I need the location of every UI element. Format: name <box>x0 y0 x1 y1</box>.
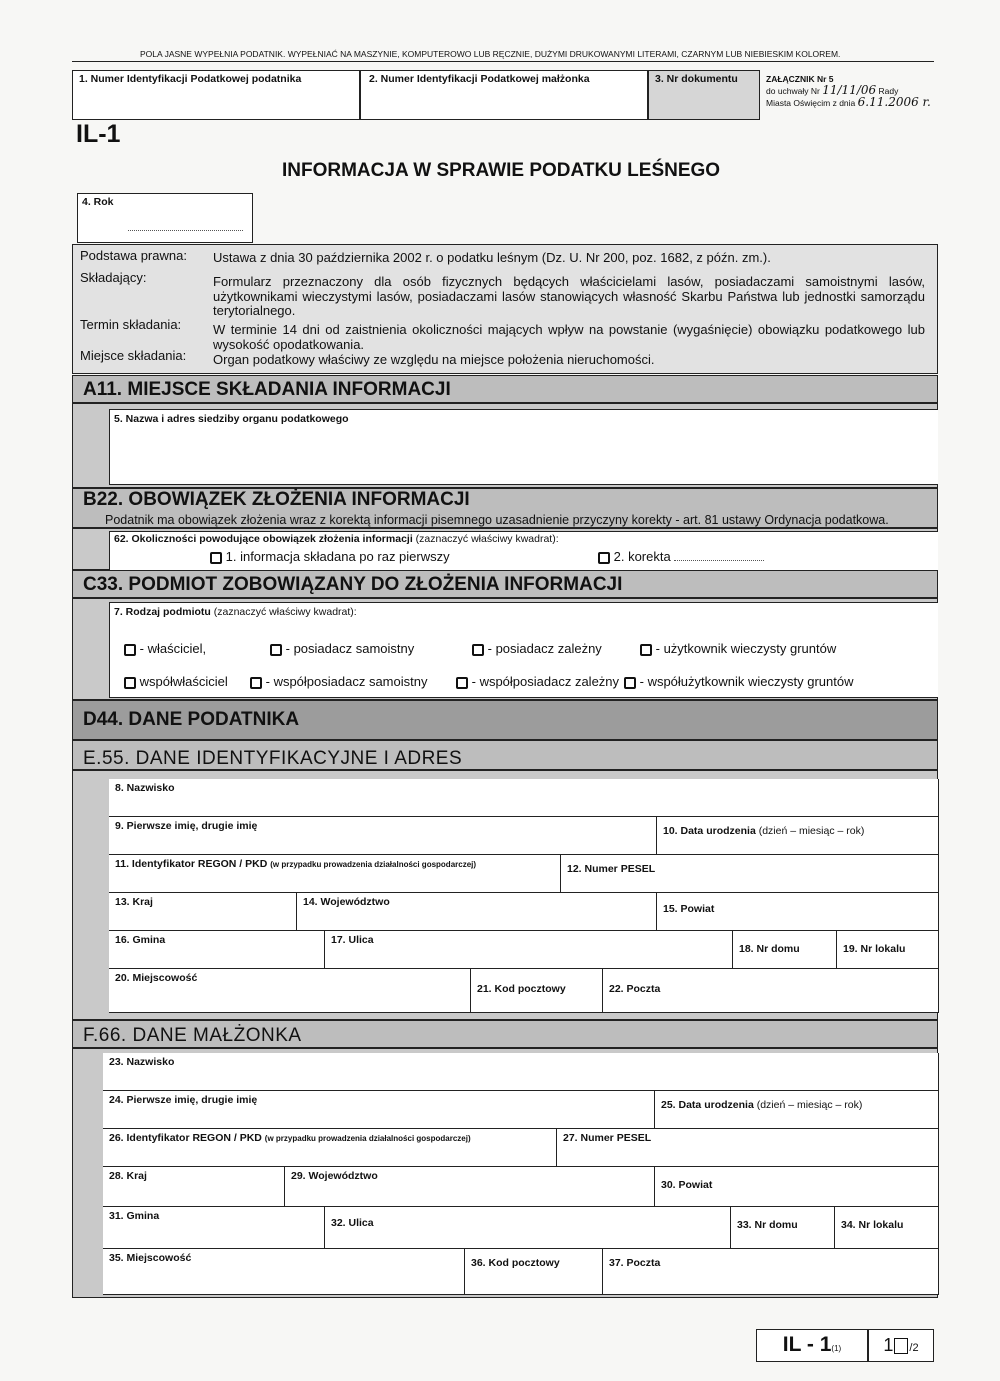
spouse-street-field[interactable]: 32. Ulica <box>325 1207 731 1249</box>
spouse-pesel-field[interactable]: 27. Numer PESEL <box>557 1129 939 1167</box>
voivodeship-field[interactable]: 14. Województwo <box>297 893 657 931</box>
spouse-county-field[interactable]: 30. Powiat <box>655 1167 939 1207</box>
page-title: INFORMACJA W SPRAWIE PODATKU LEŚNEGO <box>282 160 721 181</box>
spouse-first-name-field[interactable]: 24. Pierwsze imię, drugie imię <box>103 1091 655 1129</box>
section-f-body <box>72 1048 938 1298</box>
entity-co-owner[interactable]: współwłaściciel <box>124 674 228 689</box>
spouse-commune-field[interactable]: 31. Gmina <box>103 1207 325 1249</box>
nip-taxpayer-field[interactable]: 1. Numer Identyfikacji Podatkowej podatnika <box>72 70 360 120</box>
section-b-title: B22. OBOWIĄZEK ZŁOŻENIA INFORMACJI <box>83 489 470 510</box>
checkbox-icon[interactable] <box>124 677 136 689</box>
attachment-note: ZAŁĄCZNIK Nr 5 do uchwały Nr 11/11/06 Rady Miasta Oświęcim z dnia 6.11.2006 r. <box>766 74 931 109</box>
apartment-number-field[interactable]: 19. Nr lokalu <box>837 931 939 969</box>
checkbox-icon[interactable] <box>640 644 652 656</box>
form-code: IL-1 <box>76 120 121 148</box>
legal-basis-label: Podstawa prawna: <box>80 248 187 263</box>
spouse-birth-date-field[interactable]: 25. Data urodzenia (dzień – miesiąc – rok) <box>655 1091 939 1129</box>
locality-field[interactable]: 20. Miejscowość <box>109 969 471 1013</box>
footer-page-number: 1 /2 <box>868 1329 934 1362</box>
county-field[interactable]: 15. Powiat <box>657 893 939 931</box>
country-field[interactable]: 13. Kraj <box>109 893 297 931</box>
entity-type-field: 7. Rodzaj podmiotu (zaznaczyć właściwy kwadrat): - właściciel, - posiadacz samoistny - posiadacz zależny - użytkownik wieczysty gruntów współwłaściciel - współposiadacz samoistny - współposiadacz zależny - współużytkownik wieczysty gruntów <box>109 602 938 698</box>
year-dotted-line <box>128 230 243 231</box>
regon-field[interactable]: 11. Identyfikator REGON / PKD (w przypadku prowadzenia działalności gospodarczej) <box>109 855 561 893</box>
option-first-submission[interactable]: 1. informacja składana po raz pierwszy <box>210 549 450 564</box>
section-c-header: C33. PODMIOT ZOBOWIĄZANY DO ZŁOŻENIA INFORMACJI <box>72 570 938 598</box>
section-b-body <box>72 528 938 570</box>
place-text: Organ podatkowy właściwy ze względu na miejsce położenia nieruchomości. <box>213 352 655 367</box>
nip-spouse-field[interactable]: 2. Numer Identyfikacji Podatkowej małżonka <box>360 70 648 120</box>
entity-perpetual-co-user[interactable]: - współużytkownik wieczysty gruntów <box>624 674 853 689</box>
surname-field[interactable]: 8. Nazwisko <box>109 779 939 817</box>
deadline-text: W terminie 14 dni od zaistnienia okoliczności mających wpływ na powstanie (wygaśnięcie) obowiązku podatkowego lub wysokość opodatkowania. <box>213 322 925 352</box>
section-c-body <box>72 598 938 700</box>
option-correction[interactable]: 2. korekta <box>598 549 764 564</box>
section-b-header <box>72 488 938 528</box>
legal-info-box <box>72 244 938 374</box>
checkbox-icon[interactable] <box>472 644 484 656</box>
document-number-field: 3. Nr dokumentu <box>648 70 760 120</box>
section-a-header: A11. MIEJSCE SKŁADANIA INFORMACJI <box>72 375 938 403</box>
circumstances-field: 62. Okoliczności powodujące obowiązek złożenia informacji (zaznaczyć właściwy kwadrat): 1. informacja składana po raz pierwszy 2. korekta <box>109 531 938 571</box>
spouse-regon-field[interactable]: 26. Identyfikator REGON / PKD (w przypadku prowadzenia działalności gospodarczej) <box>103 1129 557 1167</box>
year-field[interactable]: 4. Rok <box>77 193 253 243</box>
spouse-house-number-field[interactable]: 33. Nr domu <box>731 1207 835 1249</box>
deadline-label: Termin składania: <box>80 317 182 332</box>
checkbox-icon[interactable] <box>250 677 262 689</box>
postal-code-field[interactable]: 21. Kod pocztowy <box>471 969 603 1013</box>
entity-possessor[interactable]: - posiadacz samoistny <box>270 641 414 656</box>
legal-basis-text: Ustawa z dnia 30 października 2002 r. o podatku leśnym (Dz. U. Nr 200, poz. 1682, z późn. zm.). <box>213 250 771 265</box>
spouse-post-office-field[interactable]: 37. Poczta <box>603 1249 939 1295</box>
birth-date-field[interactable]: 10. Data urodzenia (dzień – miesiąc – rok) <box>657 817 939 855</box>
entity-dependent-possessor[interactable]: - posiadacz zależny <box>472 641 602 656</box>
commune-field[interactable]: 16. Gmina <box>109 931 325 969</box>
submitter-label: Składający: <box>80 270 147 285</box>
entity-perpetual-user[interactable]: - użytkownik wieczysty gruntów <box>640 641 836 656</box>
spouse-apartment-number-field[interactable]: 34. Nr lokalu <box>835 1207 939 1249</box>
place-label: Miejsce składania: <box>80 348 187 363</box>
spouse-voivodeship-field[interactable]: 29. Województwo <box>285 1167 655 1207</box>
spouse-postal-code-field[interactable]: 36. Kod pocztowy <box>465 1249 603 1295</box>
pesel-field[interactable]: 12. Numer PESEL <box>561 855 939 893</box>
tax-office-field[interactable]: 5. Nazwa i adres siedziby organu podatkowego <box>109 409 938 485</box>
street-field[interactable]: 17. Ulica <box>325 931 733 969</box>
house-number-field[interactable]: 18. Nr domu <box>733 931 837 969</box>
spouse-country-field[interactable]: 28. Kraj <box>103 1167 285 1207</box>
entity-owner[interactable]: - właściciel, <box>124 641 206 656</box>
footer-form-code: IL - 1(1) <box>756 1329 868 1362</box>
section-b-note: Podatnik ma obowiązek złożenia wraz z korektą informacji pisemnego uzasadnienie przyczyny korekty - art. 81 ustawy Ordynacja podatkowa. <box>105 513 889 527</box>
entity-dependent-co-possessor[interactable]: - współposiadacz zależny <box>456 674 619 689</box>
submitter-text: Formularz przeznaczony dla osób fizycznych będących właścicielami lasów, posiadaczami samoistnymi lasów, użytkownikami wieczystymi lasów, posiadaczami lasów stanowiących własność Skarbu Państwa lub jednostki samorządu terytorialnego. <box>213 274 925 318</box>
checkbox-icon[interactable] <box>456 677 468 689</box>
section-e-header: E.55. DANE IDENTYFIKACYJNE I ADRES <box>72 740 938 770</box>
first-name-field[interactable]: 9. Pierwsze imię, drugie imię <box>109 817 657 855</box>
section-e-body <box>72 770 938 1020</box>
checkbox-icon[interactable] <box>270 644 282 656</box>
post-office-field[interactable]: 22. Poczta <box>603 969 939 1013</box>
section-f-header: F.66. DANE MAŁŻONKA <box>72 1020 938 1048</box>
spouse-locality-field[interactable]: 35. Miejscowość <box>103 1249 465 1295</box>
checkbox-icon[interactable] <box>598 552 610 564</box>
checkbox-icon[interactable] <box>210 552 222 564</box>
spouse-surname-field[interactable]: 23. Nazwisko <box>103 1053 939 1091</box>
page-checkbox-icon <box>894 1338 908 1354</box>
entity-co-possessor[interactable]: - współposiadacz samoistny <box>250 674 427 689</box>
checkbox-icon[interactable] <box>624 677 636 689</box>
section-d-header: D44. DANE PODATNIKA <box>72 700 938 740</box>
section-a-body <box>72 403 938 488</box>
checkbox-icon[interactable] <box>124 644 136 656</box>
top-rule <box>72 61 934 62</box>
top-note: POLA JASNE WYPEŁNIA PODATNIK. WYPEŁNIAĆ NA MASZYNIE, KOMPUTEROWO LUB RĘCZNIE, DUŻYMI DRUKOWANYMI LITERAMI, CZARNYM LUB NIEBIESKIM KOLOREM. <box>140 49 841 59</box>
